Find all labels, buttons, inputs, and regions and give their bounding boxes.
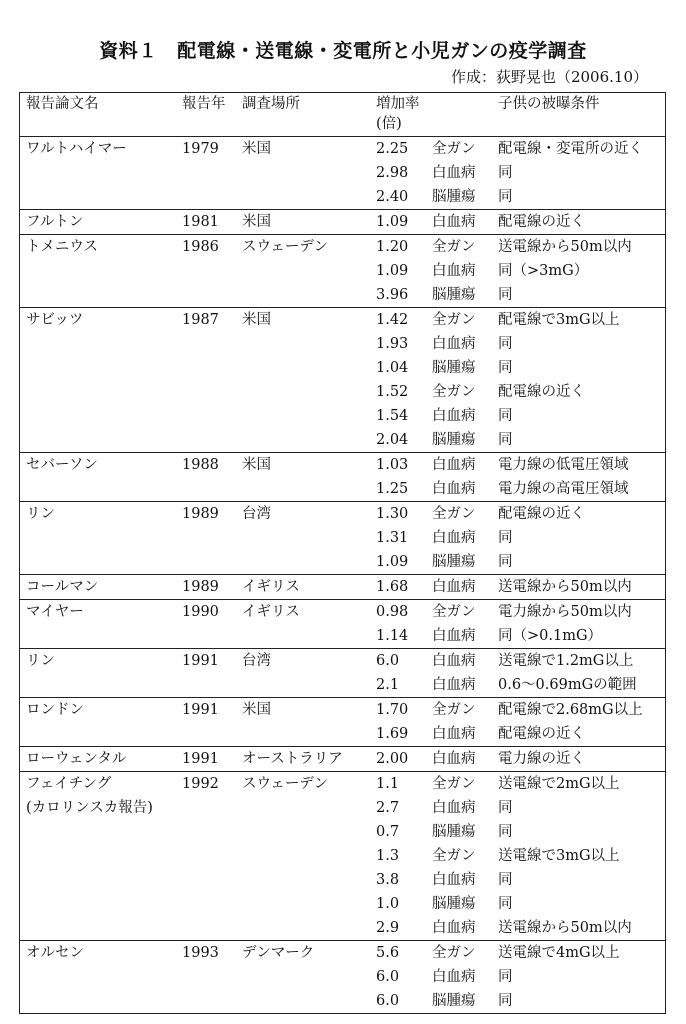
study-year: 1987: [178, 308, 238, 333]
study-year: 1981: [178, 210, 238, 235]
study-name: [20, 989, 179, 1014]
exposure-condition: 同（>0.1mG）: [498, 628, 603, 644]
table-row: [20, 283, 666, 308]
study-year: [178, 624, 238, 649]
cancer-type: 全ガン: [432, 141, 476, 157]
increase-rate: 3.96: [376, 287, 409, 303]
increase-rate: 2.1: [376, 677, 400, 693]
table-row: [20, 965, 666, 989]
table-header-row: [20, 93, 666, 137]
study-name: トメニウス: [20, 235, 179, 260]
study-year: [178, 259, 238, 283]
increase-rate: 1.09: [372, 210, 428, 235]
table-row: [20, 477, 666, 502]
study-year: 1992: [178, 772, 238, 797]
study-year: [178, 477, 238, 502]
study-name: [20, 868, 179, 892]
increase-rate: 1.3: [376, 848, 400, 864]
increase-rate: 2.04: [376, 432, 409, 448]
cancer-type: 全ガン: [428, 772, 494, 797]
increase-rate: 1.03: [372, 453, 428, 478]
table-row: [20, 453, 666, 478]
study-table: [19, 92, 666, 1014]
exposure-condition: 電力線の低電圧領域: [494, 453, 666, 478]
exposure-condition: 同: [498, 554, 513, 570]
study-year: [178, 844, 238, 868]
exposure-condition: 同: [498, 287, 513, 303]
study-name: [20, 404, 179, 428]
study-location: スウェーデン: [238, 235, 372, 260]
increase-rate: 1.14: [376, 628, 409, 644]
exposure-condition: 同: [498, 408, 513, 424]
study-location: [238, 526, 372, 550]
study-year: [178, 526, 238, 550]
study-year: [178, 161, 238, 185]
study-location: [238, 161, 372, 185]
study-name: コールマン: [20, 575, 179, 600]
study-year: 1991: [178, 698, 238, 723]
table-row: [20, 673, 666, 698]
increase-rate: 6.0: [376, 969, 400, 985]
study-year: 1991: [178, 649, 238, 674]
header-category: [428, 93, 494, 137]
increase-rate: 1.93: [376, 336, 409, 352]
study-year: [178, 356, 238, 380]
cancer-type: 脳腫瘍: [432, 554, 476, 570]
cancer-type: 白血病: [432, 628, 476, 644]
increase-rate: 0.7: [376, 824, 400, 840]
increase-rate: 1.20: [372, 235, 428, 260]
study-name: [20, 892, 179, 916]
table-row: [20, 550, 666, 575]
increase-rate: 1.54: [376, 408, 409, 424]
cancer-type: 白血病: [428, 575, 494, 600]
study-location: [238, 259, 372, 283]
increase-rate: 1.1: [372, 772, 428, 797]
study-location: [238, 844, 372, 868]
study-location: イギリス: [238, 600, 372, 625]
table-row: [20, 698, 666, 723]
study-name: リン: [20, 649, 179, 674]
study-name: [20, 428, 179, 453]
table-row: [20, 356, 666, 380]
study-location: 台湾: [238, 649, 372, 674]
cancer-type: 白血病: [432, 408, 476, 424]
study-location: デンマーク: [238, 941, 372, 966]
cancer-type: 白血病: [432, 872, 476, 888]
study-location: [238, 380, 372, 404]
increase-rate: 2.40: [376, 189, 409, 205]
table-row: [20, 404, 666, 428]
study-year: [178, 550, 238, 575]
study-year: [178, 868, 238, 892]
exposure-condition: 0.6〜0.69mGの範囲: [498, 677, 637, 693]
table-row: [20, 235, 666, 260]
table-row: [20, 844, 666, 868]
study-location: [238, 624, 372, 649]
exposure-condition: 同: [498, 800, 513, 816]
study-year: 1991: [178, 747, 238, 772]
study-year: [178, 916, 238, 941]
study-name: [20, 916, 179, 941]
exposure-condition: 同: [498, 969, 513, 985]
exposure-condition: 送電線で2mG以上: [494, 772, 666, 797]
exposure-condition: 同: [498, 165, 513, 181]
table-row: [20, 502, 666, 527]
exposure-condition: 同: [498, 360, 513, 376]
cancer-type: 脳腫瘍: [432, 189, 476, 205]
increase-rate: 6.0: [372, 649, 428, 674]
study-location: [238, 332, 372, 356]
study-name: サビッツ: [20, 308, 179, 333]
table-row: [20, 526, 666, 550]
study-year: [178, 380, 238, 404]
cancer-type: 脳腫瘍: [432, 896, 476, 912]
exposure-condition: 同: [498, 530, 513, 546]
table-row: [20, 161, 666, 185]
increase-rate: 1.70: [372, 698, 428, 723]
study-year: [178, 283, 238, 308]
increase-rate: 2.98: [376, 165, 409, 181]
cancer-type: 全ガン: [428, 600, 494, 625]
table-row: [20, 332, 666, 356]
table-row: [20, 428, 666, 453]
study-year: 1990: [178, 600, 238, 625]
table-row: [20, 210, 666, 235]
exposure-condition: 配電線の近く: [498, 384, 585, 400]
study-year: 1993: [178, 941, 238, 966]
cancer-type: 脳腫瘍: [432, 993, 476, 1009]
exposure-condition: 送電線で1.2mG以上: [494, 649, 666, 674]
study-year: 1989: [178, 575, 238, 600]
study-location: [238, 868, 372, 892]
increase-rate: 1.25: [376, 481, 409, 497]
author-credit: 作成：荻野晃也（2006.10）: [450, 68, 648, 86]
cancer-type: 白血病: [432, 969, 476, 985]
increase-rate: 1.68: [372, 575, 428, 600]
exposure-condition: 同: [498, 872, 513, 888]
table-row: [20, 772, 666, 797]
study-year: 1988: [178, 453, 238, 478]
increase-rate: 1.09: [376, 554, 409, 570]
study-location: [238, 820, 372, 844]
cancer-type: 白血病: [432, 165, 476, 181]
cancer-type: 白血病: [432, 530, 476, 546]
study-location: [238, 673, 372, 698]
study-name: リン: [20, 502, 179, 527]
study-location: [238, 185, 372, 210]
cancer-type: 全ガン: [432, 848, 476, 864]
table-row: [20, 259, 666, 283]
cancer-type: 白血病: [432, 263, 476, 279]
increase-rate: 1.52: [376, 384, 409, 400]
exposure-condition: 送電線から50m以内: [494, 235, 666, 260]
study-name: [20, 844, 179, 868]
exposure-condition: 同: [498, 189, 513, 205]
cancer-type: 白血病: [432, 677, 476, 693]
study-location: 台湾: [238, 502, 372, 527]
cancer-type: 全ガン: [428, 502, 494, 527]
table-row: [20, 989, 666, 1014]
cancer-type: 脳腫瘍: [432, 824, 476, 840]
exposure-condition: 送電線から50m以内: [494, 575, 666, 600]
table-row: [20, 747, 666, 772]
cancer-type: 白血病: [432, 800, 476, 816]
header-condition: 子供の被曝条件: [494, 93, 666, 137]
study-year: [178, 965, 238, 989]
header-rate-unit: (倍): [376, 116, 402, 132]
study-year: [178, 989, 238, 1014]
increase-rate: 5.6: [372, 941, 428, 966]
study-year: [178, 892, 238, 916]
header-rate-label: 増加率: [376, 96, 420, 112]
increase-rate: 6.0: [376, 993, 400, 1009]
cancer-type: 全ガン: [428, 941, 494, 966]
study-location: スウェーデン: [238, 772, 372, 797]
exposure-condition: 同: [498, 432, 513, 448]
study-name: フルトン: [20, 210, 179, 235]
cancer-type: 白血病: [428, 453, 494, 478]
table-row: [20, 600, 666, 625]
exposure-condition: 同: [498, 336, 513, 352]
increase-rate: 0.98: [372, 600, 428, 625]
exposure-condition: 同: [498, 824, 513, 840]
study-name: [20, 161, 179, 185]
table-row: [20, 868, 666, 892]
study-year: 1989: [178, 502, 238, 527]
exposure-condition: 送電線で4mG以上: [494, 941, 666, 966]
study-year: [178, 428, 238, 453]
study-name: マイヤー: [20, 600, 179, 625]
table-row: [20, 796, 666, 820]
cancer-type: 白血病: [432, 481, 476, 497]
increase-rate: 2.00: [372, 747, 428, 772]
study-name: [20, 820, 179, 844]
exposure-condition: 配電線の近く: [494, 210, 666, 235]
cancer-type: 白血病: [428, 747, 494, 772]
study-location: [238, 722, 372, 747]
cancer-type: 全ガン: [432, 384, 476, 400]
study-year: [178, 796, 238, 820]
study-location: イギリス: [238, 575, 372, 600]
increase-rate: 3.8: [376, 872, 400, 888]
study-name: ローウェンタル: [20, 747, 179, 772]
study-location: [238, 283, 372, 308]
exposure-condition: 送電線で3mG以上: [498, 848, 620, 864]
exposure-condition: 配電線・変電所の近く: [498, 141, 643, 157]
study-name: [20, 550, 179, 575]
increase-rate: 2.9: [376, 920, 400, 936]
study-year: [178, 820, 238, 844]
exposure-condition: 電力線から50m以内: [494, 600, 666, 625]
cancer-type: 白血病: [432, 920, 476, 936]
study-year: [178, 332, 238, 356]
study-location: [238, 989, 372, 1014]
table-row: [20, 941, 666, 966]
study-name: ワルトハイマー: [26, 141, 127, 157]
study-location: [238, 404, 372, 428]
study-name: セバーソン: [20, 453, 179, 478]
cancer-type: 白血病: [428, 649, 494, 674]
header-location: 調査場所: [238, 93, 372, 137]
study-name: (カロリンスカ報告): [26, 800, 153, 816]
header-year: 報告年: [178, 93, 238, 137]
study-name: [20, 332, 179, 356]
study-year: 1979: [182, 141, 219, 157]
study-name: [20, 624, 179, 649]
table-row: [20, 137, 666, 162]
cancer-type: 全ガン: [428, 308, 494, 333]
study-name: [20, 283, 179, 308]
increase-rate: 1.69: [376, 726, 409, 742]
table-body: [20, 137, 666, 1014]
table-row: [20, 624, 666, 649]
table-row: [20, 649, 666, 674]
increase-rate: 1.31: [376, 530, 409, 546]
study-name: [20, 477, 179, 502]
study-location: [238, 965, 372, 989]
study-name: [20, 356, 179, 380]
study-location: [238, 796, 372, 820]
exposure-condition: 同: [498, 896, 513, 912]
study-year: [178, 404, 238, 428]
table-row: [20, 380, 666, 404]
study-name: ロンドン: [20, 698, 179, 723]
table-row: [20, 820, 666, 844]
study-name: [20, 259, 179, 283]
exposure-condition: 同（>3mG）: [498, 263, 589, 279]
study-name: [20, 673, 179, 698]
study-location: [238, 477, 372, 502]
study-name: [20, 380, 179, 404]
cancer-type: 白血病: [432, 726, 476, 742]
increase-rate: 2.25: [376, 141, 409, 157]
study-name: オルセン: [20, 941, 179, 966]
study-location: [238, 892, 372, 916]
exposure-condition: 配電線の近く: [498, 726, 585, 742]
table-row: [20, 916, 666, 941]
study-location: 米国: [238, 453, 372, 478]
table-row: [20, 892, 666, 916]
study-name: [20, 185, 179, 210]
exposure-condition: 配電線の近く: [494, 502, 666, 527]
cancer-type: 全ガン: [428, 698, 494, 723]
cancer-type: 脳腫瘍: [432, 432, 476, 448]
table-row: [20, 575, 666, 600]
study-location: [238, 356, 372, 380]
study-location: 米国: [238, 308, 372, 333]
document-title: 資料１ 配電線・送電線・変電所と小児ガンの疫学調査: [99, 40, 587, 62]
study-name: [20, 965, 179, 989]
study-year: 1986: [178, 235, 238, 260]
header-rate: [372, 93, 428, 137]
exposure-condition: 電力線の高電圧領域: [498, 481, 629, 497]
increase-rate: 1.30: [372, 502, 428, 527]
increase-rate: 2.7: [376, 800, 400, 816]
study-location: [238, 428, 372, 453]
table-row: [20, 722, 666, 747]
header-name: 報告論文名: [20, 93, 179, 137]
study-name: [20, 722, 179, 747]
increase-rate: 1.04: [376, 360, 409, 376]
cancer-type: 白血病: [432, 336, 476, 352]
table-row: [20, 308, 666, 333]
increase-rate: 1.42: [372, 308, 428, 333]
cancer-type: 脳腫瘍: [432, 360, 476, 376]
study-location: [238, 550, 372, 575]
exposure-condition: 配電線で2.68mG以上: [494, 698, 666, 723]
exposure-condition: 電力線の近く: [494, 747, 666, 772]
study-location: 米国: [238, 210, 372, 235]
cancer-type: 全ガン: [428, 235, 494, 260]
table-row: [20, 185, 666, 210]
exposure-condition: 送電線から50m以内: [498, 920, 632, 936]
study-year: [178, 673, 238, 698]
cancer-type: 白血病: [428, 210, 494, 235]
increase-rate: 1.09: [376, 263, 409, 279]
study-year: [178, 722, 238, 747]
increase-rate: 1.0: [376, 896, 400, 912]
study-location: 米国: [242, 141, 271, 157]
cancer-type: 脳腫瘍: [432, 287, 476, 303]
study-year: [178, 185, 238, 210]
exposure-condition: 同: [498, 993, 513, 1009]
study-name: フェイチング: [20, 772, 179, 797]
exposure-condition: 配電線で3mG以上: [494, 308, 666, 333]
study-location: [238, 916, 372, 941]
study-name: [20, 526, 179, 550]
study-location: 米国: [238, 698, 372, 723]
study-location: オーストラリア: [238, 747, 372, 772]
